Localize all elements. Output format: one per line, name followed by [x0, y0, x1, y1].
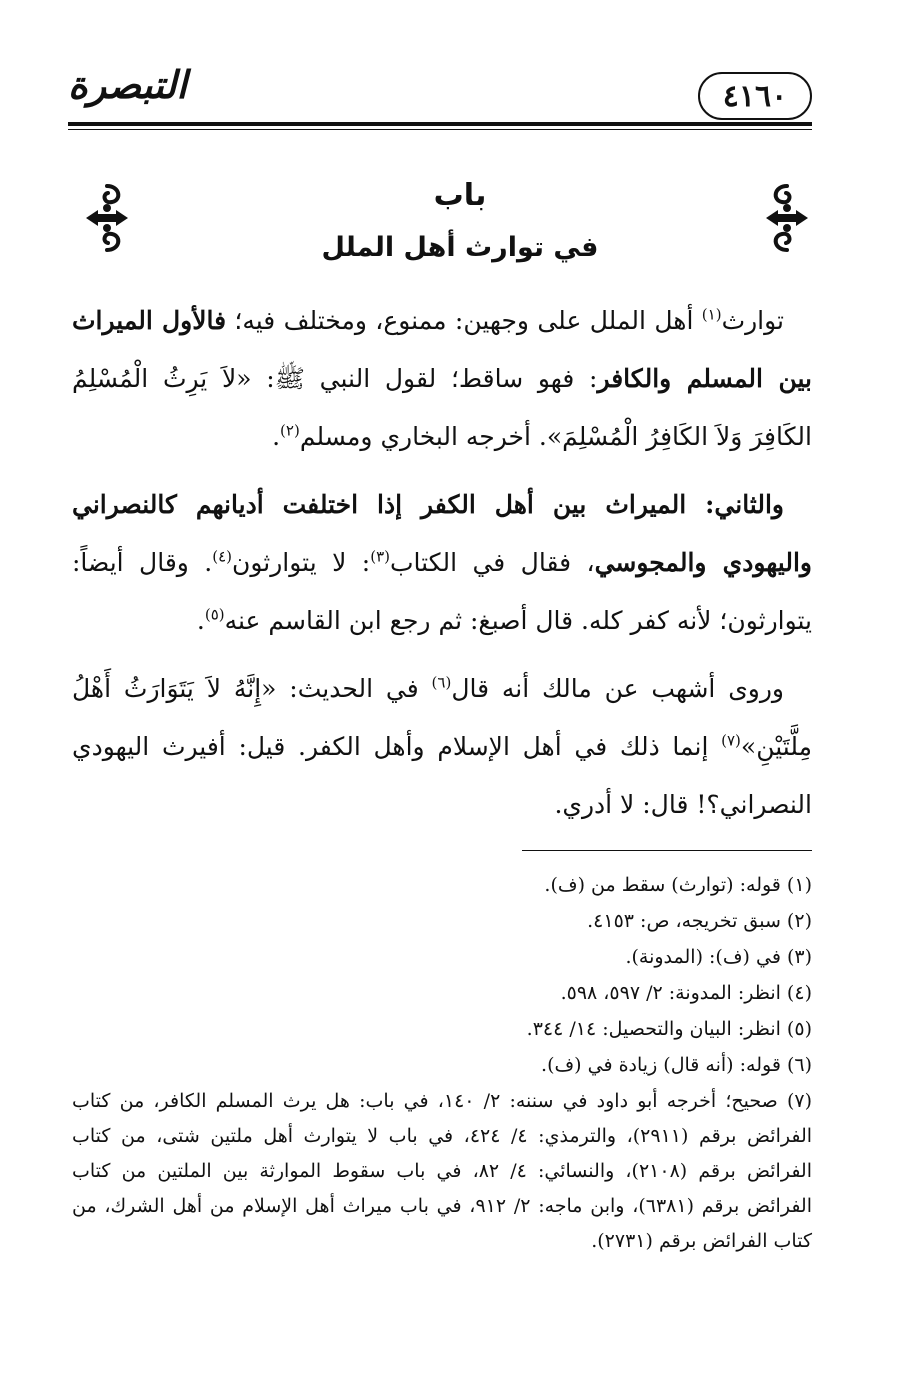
bold-text: فالأول الميراث بين المسلم والكافر: [72, 306, 812, 393]
text-run: : فهو ساقط؛ لقول النبي ﷺ: «لاَ يَرِثُ الْمُسْلِمُ الكَافِرَ وَلاَ الكَافِرُ الْمُسْلِمَ». أخرجه البخاري ومسلم: [72, 364, 812, 451]
text-run: إنما ذلك في أهل الإسلام وأهل الكفر. قيل: أفيرث اليهودي النصراني؟! قال: لا أدري.: [72, 732, 812, 819]
text-run: . وقال أيضاً: يتوارثون؛ لأنه كفر كله. قال أصبغ: ثم رجع ابن القاسم عنه: [72, 548, 812, 635]
footnote-marker: (٣): [370, 547, 390, 566]
footnote-marker: (٤): [212, 547, 232, 566]
text-run: .: [196, 606, 205, 635]
footnotes: [72, 868, 812, 1260]
text-run: توارث: [721, 306, 784, 335]
header-rule-thick: [68, 122, 812, 126]
page-number-badge: [698, 72, 812, 120]
header-rule-thin: [68, 129, 812, 130]
text-run: في الحديث: «إِنَّهُ لاَ يَتَوَارَثُ أَهْلُ مِلَّتَيْنِ»: [72, 674, 812, 761]
paragraph-3: [72, 660, 812, 834]
footnote-1: (١) قوله: (توارث) سقط من (ف).: [544, 874, 812, 896]
footnote-6: (٦) قوله: (أنه قال) زيادة في (ف).: [541, 1054, 812, 1076]
footnote-separator: [522, 850, 812, 851]
bold-text: والثاني: الميراث بين أهل الكفر إذا اختلفت أديانهم كالنصراني واليهودي والمجوسي: [72, 490, 812, 577]
book-title: التبصرة: [68, 62, 187, 107]
page-header: [68, 60, 812, 130]
text-run: .: [272, 422, 281, 451]
footnote-marker: (٦): [431, 673, 452, 692]
footnote-marker: (٢): [280, 421, 300, 440]
paragraph-1: [72, 292, 812, 466]
text-run: أهل الملل على وجهين: ممنوع، ومختلف فيه؛: [226, 306, 702, 335]
chapter-title: باب: [433, 178, 487, 213]
footnote-2: (٢) سبق تخريجه، ص: ٤١٥٣.: [587, 910, 812, 932]
main-text: [72, 292, 812, 844]
text-run: ، فقال في الكتاب: [389, 548, 595, 577]
footnote-3: (٣) في (ف): (المدونة).: [625, 946, 812, 968]
footnote-4: (٤) انظر: المدونة: ٢/ ٥٩٧، ٥٩٨.: [560, 982, 812, 1004]
footnote-7: (٧) صحيح؛ أخرجه أبو داود في سننه: ٢/ ١٤٠، في باب: هل يرث المسلم الكافر، من كتاب الفرائض برقم (٢٩١١)، والترمذي: ٤/ ٤٢٤، في باب لا يتوارث أهل ملتين شتى، من كتاب الفرائض برقم (٢١٠٨)، والنسائي: ٤/ ٨٢، في باب سقوط الموارثة بين الملتين من كتاب الفرائض برقم (٦٣٨١)، وابن ماجه: ٢/ ٩١٢، في باب ميراث أهل الإسلام من أهل الشرك، من كتاب الفرائض برقم (٢٧٣١).: [72, 1090, 813, 1252]
footnote-5: (٥) انظر: البيان والتحصيل: ١٤/ ٣٤٤.: [526, 1018, 812, 1040]
page-number: ٤١٦٠: [722, 78, 788, 114]
text-run: وروى أشهب عن مالك أنه قال: [451, 674, 784, 703]
text-run: : لا يتوارثون: [232, 548, 371, 577]
footnote-marker: (٧): [721, 731, 741, 750]
chapter-subtitle: في توارث أهل الملل: [321, 232, 599, 263]
footnote-marker: (١): [701, 305, 722, 324]
footnote-marker: (٥): [204, 605, 225, 624]
paragraph-2: [72, 476, 812, 650]
